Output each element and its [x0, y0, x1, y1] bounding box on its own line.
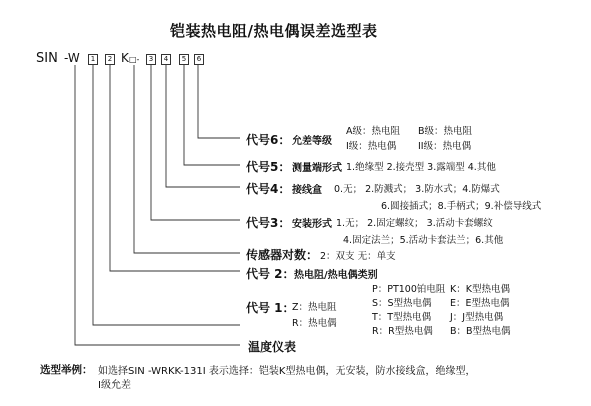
example-line2: I级允差: [98, 380, 131, 391]
connector-code2: [110, 65, 240, 271]
connector-sensor-pairs: [134, 65, 240, 253]
code2-right-3: B：B型热电偶: [450, 326, 511, 337]
connector-code6: [198, 65, 240, 138]
code2-sub: 热电阻/热电偶类别: [294, 270, 378, 281]
model-box-5: 5: [179, 54, 189, 65]
model-prefix: SIN: [36, 51, 58, 66]
example-label: 选型举例：: [40, 364, 93, 376]
code6-label: 代号6：: [246, 133, 291, 147]
code2-label: 代号 2：: [246, 267, 295, 281]
code6-sub: 允差等级: [292, 136, 332, 147]
page-title: 铠装热电阻/热电偶误差选型表: [170, 22, 378, 40]
code3-sub: 安装形式: [292, 219, 332, 230]
model-k: K: [121, 51, 129, 65]
code6-a: A级：热电阻: [346, 126, 400, 137]
example-line1: 如选择SIN -WRKK-131I 表示选择：铠装K型热电偶，无安装，防水接线盒，绝缘型，: [98, 366, 476, 377]
connector-code1: [93, 65, 240, 325]
temp-instrument-label: 温度仪表: [248, 340, 297, 354]
connector-temp-instrument: [75, 65, 240, 345]
connector-code3: [151, 65, 240, 220]
code2-left-3: R：R型热电偶: [372, 326, 433, 337]
connector-code4: [166, 65, 240, 187]
model-box-2: 2: [105, 54, 115, 65]
model-box-1: 1: [88, 54, 98, 65]
code2-right-2: J：J型热电偶: [450, 312, 504, 323]
model-w: -W: [64, 51, 80, 65]
code6-b: B级：热电阻: [418, 126, 473, 137]
model-box-6: 6: [194, 54, 204, 65]
code1-label: 代号 1：: [246, 301, 295, 315]
code1-r: R：热电偶: [292, 318, 337, 329]
connector-code5: [184, 65, 240, 165]
sensor-pairs-label: 传感器对数：: [246, 248, 319, 262]
code6-i: I级：热电偶: [346, 141, 397, 152]
code5-label: 代号5：: [246, 160, 291, 174]
code6-ii: II级：热电偶: [418, 141, 472, 152]
model-box-3: 3: [146, 54, 156, 65]
code2-right-1: E：E型热电偶: [450, 298, 510, 309]
code3-label: 代号3：: [246, 216, 291, 230]
code2-left-0: P：PT100铂电阻: [372, 284, 446, 295]
code3-line1: 1.无； 2.固定螺纹； 3.活动卡套螺纹: [336, 218, 493, 229]
code2-left-2: T：T型热电偶: [372, 312, 432, 323]
model-box-4: 4: [161, 54, 171, 65]
code3-line2: 4.固定法兰；5.活动卡套法兰；6.其他: [343, 235, 504, 246]
code4-line1: 0.无； 2.防溅式； 3.防水式；4.防爆式: [334, 184, 500, 195]
code5-sub: 测量端形式: [292, 163, 342, 174]
code4-sub: 接线盒: [292, 185, 322, 196]
code1-z: Z：热电阻: [292, 302, 337, 313]
model-small-dash: □-: [129, 55, 140, 64]
code5-options: 1.绝缘型 2.接壳型 3.露端型 4.其他: [346, 162, 496, 173]
sensor-pairs-options: 2：双支 无：单支: [320, 251, 396, 262]
code4-line2: 6.圆接插式；8.手柄式；9.补偿导线式: [381, 201, 542, 212]
code2-left-1: S：S型热电偶: [372, 298, 432, 309]
code2-right-0: K：K型热电偶: [450, 284, 510, 295]
code4-label: 代号4：: [246, 182, 291, 196]
